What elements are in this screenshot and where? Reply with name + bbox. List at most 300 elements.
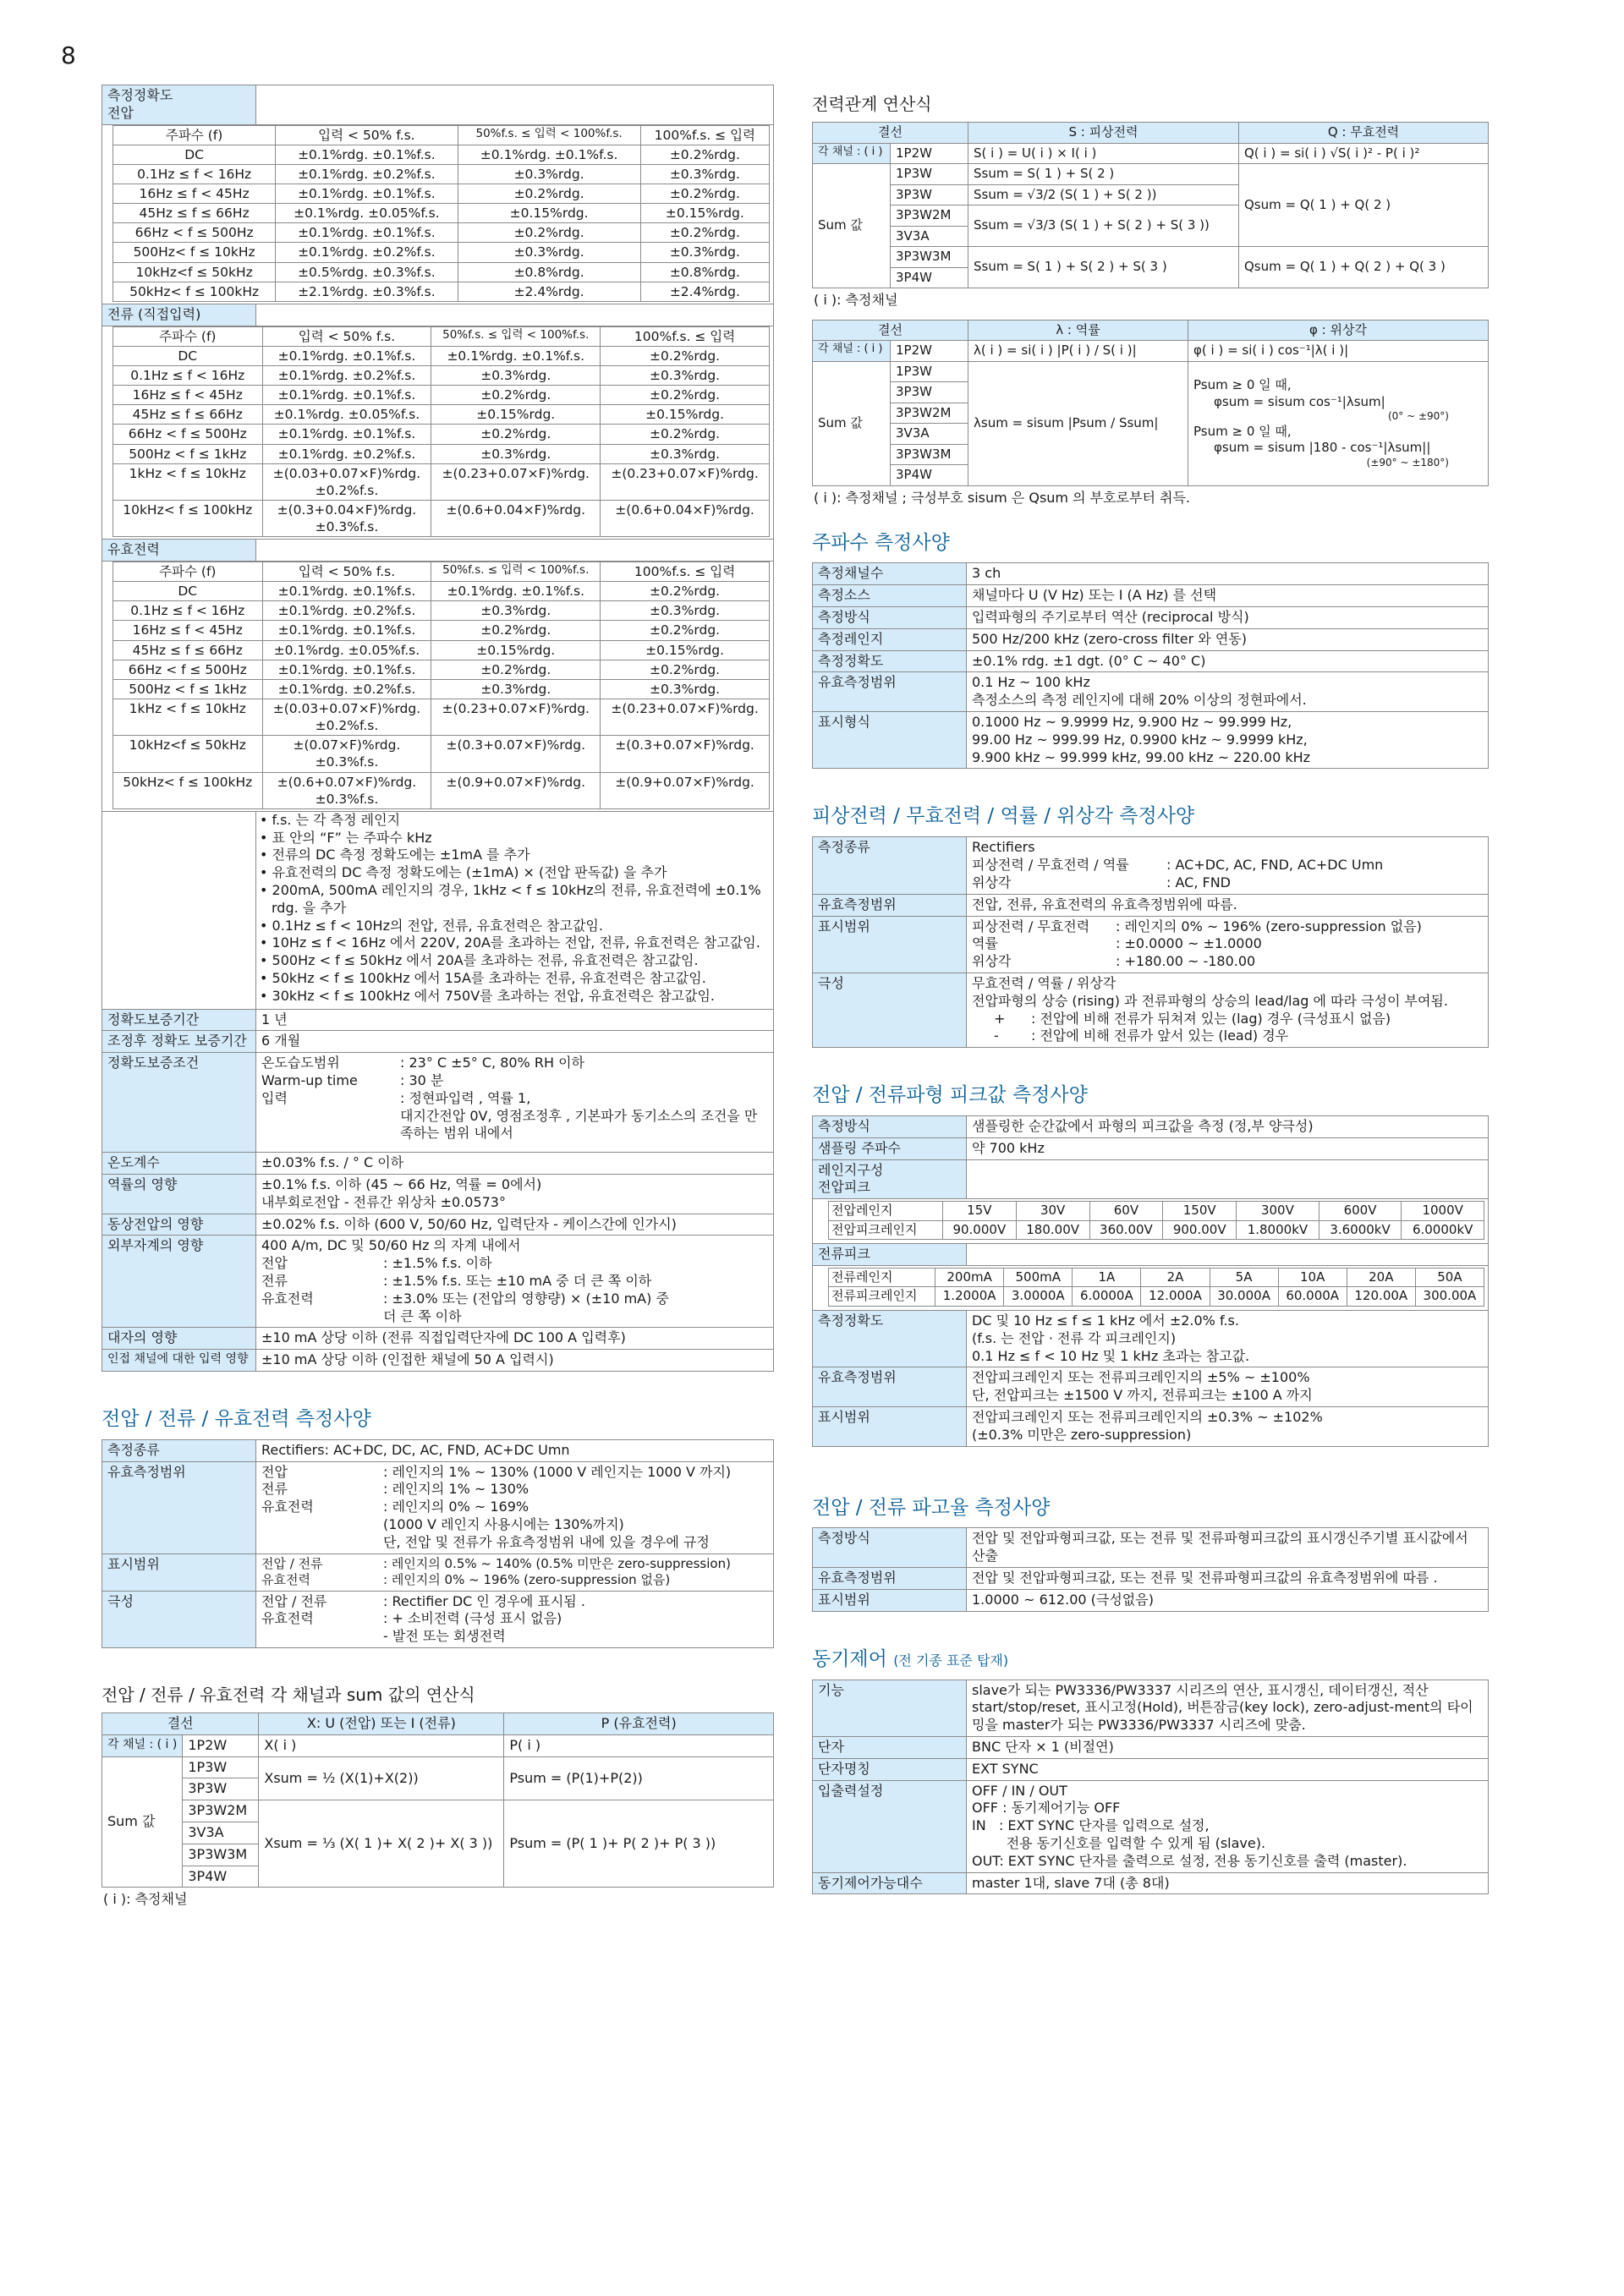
table-cell: ±(0.23+0.07×F)%rdg. xyxy=(601,463,770,500)
table-row xyxy=(829,1287,1484,1307)
peak-cell: 90.000V xyxy=(942,1220,1016,1240)
note-item: • 전류의 DC 측정 정확도에는 ±1mA 를 추가 xyxy=(260,847,770,864)
peak-i-label: 전류피크 xyxy=(813,1244,967,1266)
table-cell: ±0.3%rdg. xyxy=(601,601,770,621)
cond-value xyxy=(261,1055,768,1143)
lp-wire-1: 3P3W xyxy=(891,382,968,403)
table-cell: ±0.15%rdg. xyxy=(640,204,769,223)
note-item: • 10Hz ≤ f < 16Hz 에서 220V, 20A를 초과하는 전압, 전류, 유효전력은 참고값임. xyxy=(260,934,770,952)
table-cell: ±0.3%rdg. xyxy=(601,365,770,385)
table-cell: ±(0.3+0.07×F)%rdg. xyxy=(431,736,601,772)
table-cell: ±(0.6+0.07×F)%rdg. ±0.3%f.s. xyxy=(262,772,431,808)
kv-key: 피상전력 / 무효전력 xyxy=(972,918,1090,934)
peak-cell: 3.6000kV xyxy=(1319,1220,1402,1240)
pf-label: 역률의 영향 xyxy=(102,1174,256,1214)
table-row xyxy=(113,500,770,536)
table-row xyxy=(813,672,1489,712)
table-row xyxy=(113,772,770,808)
pc-wire-2: 3P3W2M xyxy=(891,205,968,227)
note-item: • 유효전력의 DC 측정 정확도에는 (±1mA) × (전압 판독값) 을 추가 xyxy=(260,864,770,882)
table-cell: ±0.3%rdg. xyxy=(640,243,769,262)
table-row xyxy=(113,601,770,621)
cm-label: 동상전압의 영향 xyxy=(102,1214,256,1236)
table-cell: 45Hz ≤ f ≤ 66Hz xyxy=(113,204,276,223)
table-cell: ±0.3%rdg. xyxy=(601,444,770,463)
lp-wire-4: 3P3W3M xyxy=(891,444,968,465)
spec-label: 유효측정범위 xyxy=(813,672,967,712)
lp-head-p: φ : 위상각 xyxy=(1188,320,1489,341)
note-item: • 200mA, 500mA 레인지의 경우, 1kHz < f ≤ 10kHz의 전류, 유효전력에 ±0.1% rdg. 을 추가 xyxy=(260,882,770,918)
table-row xyxy=(113,204,770,223)
table-cell: ±0.1%rdg. ±0.2%f.s. xyxy=(276,243,458,262)
lp-each-wire: 1P2W xyxy=(891,341,968,362)
self-label: 대자의 영향 xyxy=(102,1328,256,1350)
table-cell: ±0.5%rdg. ±0.3%f.s. xyxy=(276,262,458,282)
table-cell: 0.1Hz ≤ f < 16Hz xyxy=(113,601,263,621)
table-cell: ±0.1%rdg. ±0.1%f.s. xyxy=(276,223,458,243)
table-cell: ±0.2%rdg. xyxy=(431,621,601,640)
calc-sum-x-b: Xsum = ⅓ (X( 1 )+ X( 2 )+ X( 3 )) xyxy=(259,1800,504,1888)
table-cell: ±0.1%rdg. ±0.05%f.s. xyxy=(262,405,431,425)
sync-title: 동기제어 xyxy=(812,1647,887,1670)
table-cell: ±0.1%rdg. ±0.1%f.s. xyxy=(262,425,431,444)
peak-cell: 1000V xyxy=(1402,1202,1484,1221)
note-item: • 50kHz < f ≤ 100kHz 에서 15A를 초과하는 전류, 유효전력은 참고값임. xyxy=(260,970,770,988)
kv-key: 위상각 xyxy=(972,874,1012,890)
table-cell: ±(0.03+0.07×F)%rdg. ±0.2%f.s. xyxy=(262,463,431,500)
spec-label: 측정방식 xyxy=(813,607,967,629)
table-cell: DC xyxy=(113,145,276,164)
guarantee-label: 정확도보증기간 xyxy=(102,1009,256,1031)
spec-label: 측정채널수 xyxy=(813,563,967,585)
calc-each-p: P( i ) xyxy=(504,1734,774,1756)
lp-each-l: λ( i ) = si( i ) |P( i ) / S( i )| xyxy=(968,341,1188,362)
lambda-phi-table xyxy=(812,320,1489,486)
table-cell: ±0.2%rdg. xyxy=(640,184,769,204)
sync-io-label: 입출력설정 xyxy=(813,1780,967,1872)
peak-method-value: 샘플링한 순간값에서 파형의 피크값을 측정 (정,부 양극성) xyxy=(967,1116,1489,1138)
spec-label: 유효측정범위 xyxy=(813,1568,967,1590)
kv-key: 전압 xyxy=(261,1255,288,1272)
kv-key: 온도습도범위 xyxy=(261,1055,340,1071)
pc-s4: Ssum = S( 1 ) + S( 2 ) + S( 3 ) xyxy=(968,247,1239,288)
pc-wire-0: 1P3W xyxy=(891,164,968,185)
accuracy-notes xyxy=(260,812,770,1006)
peak-cell: 600V xyxy=(1319,1202,1402,1221)
kv-value: : +180.00 ~ -180.00 xyxy=(1116,953,1256,970)
lp-sum-p2: φsum = sisum cos⁻¹|λsum| xyxy=(1214,393,1385,409)
table-cell: ±0.2%rdg. xyxy=(601,621,770,640)
table-cell: ±0.2%rdg. xyxy=(431,386,601,405)
table-row xyxy=(813,712,1489,769)
table-cell: 10kHz< f ≤ 100kHz xyxy=(113,500,263,536)
kv-key: 유효전력 xyxy=(261,1290,314,1307)
table-cell: DC xyxy=(113,346,263,365)
kv-value: : AC, FND xyxy=(1166,874,1231,890)
table-cell: ±(0.03+0.07×F)%rdg. ±0.2%f.s. xyxy=(262,699,431,735)
peak-cell: 60V xyxy=(1089,1202,1163,1221)
peak-current-table xyxy=(828,1268,1484,1307)
table-row xyxy=(113,699,770,735)
peak-table xyxy=(812,1115,1489,1447)
calc-head-x: X: U (전압) 또는 I (전류) xyxy=(259,1713,504,1735)
spec-value: 0.1 Hz ~ 100 kHz 측정소스의 측정 레인지에 대해 20% 이상의 정현파에서. xyxy=(967,672,1489,712)
acc-header-cell: 주파수 (f) xyxy=(113,326,263,346)
peak-cell: 1.8000kV xyxy=(1237,1220,1320,1240)
table-row xyxy=(113,640,770,660)
peak-cell: 50A xyxy=(1415,1268,1484,1287)
table-cell: ±0.1%rdg. ±0.1%f.s. xyxy=(276,184,458,204)
table-cell: 10kHz<f ≤ 50kHz xyxy=(113,262,276,282)
table-cell: ±0.1%rdg. ±0.05%f.s. xyxy=(262,640,431,660)
kv-value: : 레인지의 0% ~ 169% (1000 V 레인지 사용시에는 130%까지) 단, 전압 및 전류가 유효측정범위 내에 있을 경우에 규정 xyxy=(383,1499,710,1550)
table-row xyxy=(113,184,770,204)
table-cell: ±0.2%rdg. xyxy=(431,660,601,679)
spec-label: 측정레인지 xyxy=(813,628,967,650)
table-cell: ±(0.23+0.07×F)%rdg. xyxy=(431,699,601,735)
guarantee-value: 1 년 xyxy=(256,1009,774,1031)
table-cell: 16Hz ≤ f < 45Hz xyxy=(113,184,276,204)
lp-head-wire: 결선 xyxy=(813,320,968,341)
acc-header-cell: 50%f.s. ≤ 입력 < 100%f.s. xyxy=(431,326,601,346)
calc-sum-wire-a1: 3P3W xyxy=(183,1778,259,1800)
kv-key: 유효전력 xyxy=(261,1499,314,1515)
kv-key: 위상각 xyxy=(972,953,1012,970)
pc-head-q: Q : 무효전력 xyxy=(1239,123,1489,144)
calc-sum-p-b: Psum = (P( 1 )+ P( 2 )+ P( 3 )) xyxy=(504,1800,774,1888)
table-row xyxy=(113,262,770,282)
pc-wire-4: 3P3W3M xyxy=(891,247,968,268)
peak-cell: 20A xyxy=(1347,1268,1415,1287)
kv-key: 유효전력 xyxy=(261,1572,310,1588)
calc-sum-x-a: Xsum = ½ (X(1)+X(2)) xyxy=(259,1756,504,1800)
cf-table xyxy=(812,1527,1489,1611)
table-cell: ±2.4%rdg. xyxy=(640,282,769,301)
table-cell: ±0.3%rdg. xyxy=(640,164,769,184)
table-row xyxy=(113,425,770,444)
pc-wire-3: 3V3A xyxy=(891,226,968,247)
pc-each-q: Q( i ) = si( i ) √S( i )² - P( i )² xyxy=(1239,143,1489,164)
kv-key: 입력 xyxy=(261,1089,288,1106)
peak-acc-label: 측정정확도 xyxy=(813,1310,967,1367)
sync-io-line: OFF : 동기제어기능 OFF xyxy=(972,1800,1121,1817)
sync-name-label: 단자명칭 xyxy=(813,1758,967,1780)
lp-wire-3: 3V3A xyxy=(891,424,968,445)
kv-key: 역률 xyxy=(972,935,998,952)
acc-header-cell: 100%f.s. ≤ 입력 xyxy=(601,562,770,582)
table-cell: ±(0.3+0.07×F)%rdg. xyxy=(601,736,770,772)
kv-value: : 정현파입력 , 역률 1, 대지간전압 0V, 영점조정후 , 기본파가 동기소스의 조건을 만족하는 범위 내에서 xyxy=(400,1089,758,1142)
table-cell: ±0.1%rdg. ±0.1%f.s. xyxy=(431,582,601,601)
table-cell: 0.1Hz ≤ f < 16Hz xyxy=(113,164,276,184)
kv-value: : 레인지의 0.5% ~ 140% (0.5% 미만은 zero-suppression) xyxy=(383,1555,731,1571)
table-cell: ±0.15%rdg. xyxy=(458,204,640,223)
lp-sum-p5: φsum = sisum |180 - cos⁻¹|λsum|| xyxy=(1214,440,1431,456)
spec-label: 표시형식 xyxy=(813,712,967,769)
calc-sum-p-a: Psum = (P(1)+P(2)) xyxy=(504,1756,774,1800)
table-row xyxy=(113,243,770,262)
temp-label: 온도계수 xyxy=(102,1153,256,1175)
acc-header-cell: 입력 < 50% f.s. xyxy=(262,326,431,346)
vcp-title: 전압 / 전류 / 유효전력 측정사양 xyxy=(102,1407,371,1430)
table-cell: ±0.8%rdg. xyxy=(640,262,769,282)
table-cell: ±(0.23+0.07×F)%rdg. xyxy=(431,463,601,500)
peak-range-label: 레인지구성 전압피크 xyxy=(813,1159,967,1199)
sync-table xyxy=(812,1680,1489,1895)
self-value: ±10 mA 상당 이하 (전류 직접입력단자에 DC 100 A 입력후) xyxy=(256,1328,774,1350)
peak-cell: 300V xyxy=(1237,1202,1320,1221)
table-row xyxy=(813,650,1489,672)
spec-label: 표시범위 xyxy=(813,1589,967,1611)
accuracy-voltage-label: 측정정확도 전압 xyxy=(102,85,256,125)
peak-cell: 360.00V xyxy=(1089,1220,1163,1240)
app-range-value: 전압, 전류, 유효전력의 유효측정범위에 따름. xyxy=(967,894,1489,916)
table-cell: ±0.3%rdg. xyxy=(431,679,601,699)
calc-each-label: 각 채널 : ( i ) xyxy=(102,1734,183,1756)
table-cell: ±0.1%rdg. ±0.1%f.s. xyxy=(458,145,640,164)
table-cell: ±0.2%rdg. xyxy=(458,223,640,243)
lp-sum-l: λsum = sisum |Psum / Ssum| xyxy=(968,361,1188,485)
table-row xyxy=(113,444,770,463)
table-row xyxy=(113,660,770,679)
vcp-type-label: 측정종류 xyxy=(102,1439,256,1461)
sync-io-line: OUT: EXT SYNC 단자를 출력으로 설정, 전용 동기신호를 출력 (master). xyxy=(972,1852,1407,1869)
table-cell: 50kHz< f ≤ 100kHz xyxy=(113,282,276,301)
calc-table xyxy=(102,1712,774,1888)
calc-sum-wire-b2: 3P3W3M xyxy=(183,1844,259,1866)
table-cell: ±0.15%rdg. xyxy=(601,640,770,660)
peak-cell: 900.00V xyxy=(1163,1220,1237,1240)
peak-cell: 2A xyxy=(1141,1268,1210,1287)
calc-sum-wire-a0: 1P3W xyxy=(183,1756,259,1778)
calc-head-wire: 결선 xyxy=(102,1713,259,1735)
freq-title: 주파수 측정사양 xyxy=(812,531,950,554)
sync-io-line: IN : EXT SYNC 단자를 입력으로 설정, xyxy=(972,1817,1210,1834)
peak-title: 전압 / 전류파형 피크값 측정사양 xyxy=(812,1084,1088,1107)
table-cell: 66Hz < f ≤ 500Hz xyxy=(113,223,276,243)
spec-value: ±0.1% rdg. ±1 dgt. (0° C ~ 40° C) xyxy=(967,650,1489,672)
table-cell: 0.1Hz ≤ f < 16Hz xyxy=(113,365,263,385)
kv-key: - xyxy=(994,1027,999,1044)
table-cell: ±0.1%rdg. ±0.1%f.s. xyxy=(262,660,431,679)
vcp-disp-value xyxy=(261,1556,768,1589)
kv-value: : 레인지의 0% ~ 196% (zero-suppression 없음) xyxy=(1116,918,1422,934)
lp-head-l: λ : 역률 xyxy=(968,320,1188,341)
app-type-label: 측정종류 xyxy=(813,837,967,894)
vcp-table xyxy=(102,1439,774,1648)
table-cell: 45Hz ≤ f ≤ 66Hz xyxy=(113,640,263,660)
table-cell: 10kHz<f ≤ 50kHz xyxy=(113,736,263,772)
lp-wire-5: 3P4W xyxy=(891,465,968,486)
table-cell: DC xyxy=(113,582,263,601)
table-row xyxy=(813,563,1489,585)
power-accuracy-subtable xyxy=(112,562,770,809)
adj-label: 조정후 정확도 보증기간 xyxy=(102,1031,256,1053)
adjch-value: ±10 mA 상당 이하 (인접한 채널에 50 A 입력시) xyxy=(256,1350,774,1372)
spec-value: 3 ch xyxy=(967,563,1489,585)
peak-cell: 30V xyxy=(1016,1202,1089,1221)
spec-value: 전압 및 전압파형피크값, 또는 전류 및 전류파형피크값의 표시갱신주기별 표시값에서 산출 xyxy=(967,1528,1489,1568)
kv-value: : 전압에 비해 전류가 뒤쳐져 있는 (lag) 경우 (극성표시 없음) xyxy=(1031,1010,1391,1027)
acc-header-cell: 50%f.s. ≤ 입력 < 100%f.s. xyxy=(458,125,640,145)
table-cell: ±0.15%rdg. xyxy=(601,405,770,425)
pc-head-s: S : 피상전력 xyxy=(968,123,1239,144)
kv-value: : ±1.5% f.s. 이하 xyxy=(383,1255,492,1272)
temp-value: ±0.03% f.s. / ° C 이하 xyxy=(256,1153,774,1175)
kv-key: 유효전력 xyxy=(261,1610,314,1627)
acc-header-cell: 주파수 (f) xyxy=(113,125,276,145)
table-cell: ±0.2%rdg. xyxy=(458,184,640,204)
app-pol-line0: 무효전력 / 역률 / 위상각 xyxy=(972,974,1116,991)
peak-cell: 3.0000A xyxy=(1004,1287,1073,1307)
table-cell: 500Hz < f ≤ 1kHz xyxy=(113,679,263,699)
kv-value: : ±0.0000 ~ ±1.0000 xyxy=(1116,935,1262,952)
sync-io-line: 전용 동기신호를 입력할 수 있게 됨 (slave). xyxy=(972,1834,1266,1851)
vcp-pol-label: 극성 xyxy=(102,1591,256,1647)
sync-term-value: BNC 단자 × 1 (비절연) xyxy=(967,1736,1489,1758)
table-row xyxy=(829,1202,1484,1221)
table-cell: ±0.3%rdg. xyxy=(601,679,770,699)
lp-note: ( i ): 측정채널 ; 극성부호 sisum 은 Qsum 의 부호로부터 취득. xyxy=(814,489,1190,506)
app-pol-rows xyxy=(972,1011,1483,1046)
table-cell: ±(0.23+0.07×F)%rdg. xyxy=(601,699,770,735)
peak-cell: 전류피크레인지 xyxy=(829,1287,935,1307)
kv-value: : 전압에 비해 전류가 앞서 있는 (lead) 경우 xyxy=(1031,1027,1289,1044)
accuracy-table xyxy=(102,85,774,1372)
app-table xyxy=(812,836,1489,1048)
sync-title-wrap xyxy=(812,1647,1489,1673)
table-cell: ±0.2%rdg. xyxy=(601,386,770,405)
pc-q2: Qsum = Q( 1 ) + Q( 2 ) + Q( 3 ) xyxy=(1239,247,1489,288)
table-cell: ±0.1%rdg. ±0.1%f.s. xyxy=(431,346,601,365)
table-cell: ±0.2%rdg. xyxy=(431,425,601,444)
cf-title: 전압 / 전류 파고율 측정사양 xyxy=(812,1496,1051,1519)
spec-label: 측정소스 xyxy=(813,585,967,607)
table-row xyxy=(113,145,770,164)
table-cell: ±2.1%rdg. ±0.3%f.s. xyxy=(276,282,458,301)
table-cell: ±(0.9+0.07×F)%rdg. xyxy=(431,772,601,808)
peak-cell: 30.000A xyxy=(1210,1287,1278,1307)
freq-table xyxy=(812,562,1489,769)
sync-term-label: 단자 xyxy=(813,1736,967,1758)
peak-disp-value: 전압피크레인지 또는 전류피크레인지의 ±0.3% ~ ±102% (±0.3% 미만은 zero-suppression) xyxy=(967,1406,1489,1446)
peak-cell: 1A xyxy=(1073,1268,1141,1287)
calc-head-p: P (유효전력) xyxy=(504,1713,774,1735)
peak-cell: 180.00V xyxy=(1016,1220,1089,1240)
acc-header-cell: 100%f.s. ≤ 입력 xyxy=(640,125,769,145)
table-cell: ±(0.3+0.04×F)%rdg. ±0.3%f.s. xyxy=(262,500,431,536)
table-cell: ±(0.6+0.04×F)%rdg. xyxy=(431,500,601,536)
peak-cell: 전압레인지 xyxy=(829,1202,943,1221)
peak-cell: 150V xyxy=(1163,1202,1237,1221)
vcp-disp-label: 표시범위 xyxy=(102,1553,256,1591)
table-cell: ±2.4%rdg. xyxy=(458,282,640,301)
pc-q1: Qsum = Q( 1 ) + Q( 2 ) xyxy=(1239,164,1489,247)
pc-note: ( i ): 측정채널 xyxy=(814,292,898,308)
voltage-accuracy-subtable xyxy=(112,125,770,302)
pc-each-wire: 1P2W xyxy=(891,143,968,164)
pc-each-label: 각 채널 : ( i ) xyxy=(813,143,891,164)
peak-method-label: 측정방식 xyxy=(813,1116,967,1138)
pc-sum-label: Sum 값 xyxy=(813,164,891,288)
current-label: 전류 (직접입력) xyxy=(102,304,256,326)
peak-eff-label: 유효측정범위 xyxy=(813,1367,967,1407)
pc-wire-5: 3P4W xyxy=(891,267,968,288)
table-cell: 50kHz< f ≤ 100kHz xyxy=(113,772,263,808)
kv-key: 피상전력 / 무효전력 / 역률 xyxy=(972,857,1129,874)
kv-value: : + 소비전력 (극성 표시 없음) - 발전 또는 회생전력 xyxy=(383,1610,562,1645)
table-cell: ±(0.9+0.07×F)%rdg. xyxy=(601,772,770,808)
table-cell: ±0.1%rdg. ±0.2%f.s. xyxy=(262,679,431,699)
peak-cell: 6.0000A xyxy=(1073,1287,1141,1307)
pc-head-wire: 결선 xyxy=(813,123,968,144)
acc-header-cell: 입력 < 50% f.s. xyxy=(262,562,431,582)
note-item: • 표 안의 “F” 는 주파수 kHz xyxy=(260,830,770,847)
spec-value: 전압 및 전압파형피크값, 또는 전류 및 전류파형피크값의 유효측정범위에 따름 . xyxy=(967,1568,1489,1590)
app-title: 피상전력 / 무효전력 / 역률 / 위상각 측정사양 xyxy=(812,805,1195,828)
calc-note: ( i ): 측정채널 xyxy=(103,1891,188,1908)
table-row xyxy=(113,463,770,500)
kv-value: : ±3.0% 또는 (전압의 영향량) × (±10 mA) 중 더 큰 쪽 이하 xyxy=(383,1290,669,1324)
app-pol-label: 극성 xyxy=(813,973,967,1047)
table-cell: 500Hz < f ≤ 1kHz xyxy=(113,444,263,463)
kv-key: 전류 xyxy=(261,1481,288,1498)
spec-value: 입력파형의 주기로부터 역산 (reciprocal 방식) xyxy=(967,607,1489,629)
table-cell: ±0.2%rdg. xyxy=(601,582,770,601)
kv-value: : 30 분 xyxy=(400,1071,444,1088)
kv-key: + xyxy=(994,1010,1006,1027)
table-cell: 1kHz < f ≤ 10kHz xyxy=(113,699,263,735)
lp-sum-p1: Psum ≥ 0 일 때, xyxy=(1193,377,1292,393)
current-accuracy-subtable xyxy=(112,326,770,538)
pc-s1: Ssum = S( 1 ) + S( 2 ) xyxy=(968,164,1239,185)
calc-each-x: X( i ) xyxy=(259,1734,504,1756)
table-cell: ±0.1%rdg. ±0.1%f.s. xyxy=(276,145,458,164)
table-cell: ±(0.6+0.04×F)%rdg. xyxy=(601,500,770,536)
kv-value: : 레인지의 0% ~ 196% (zero-suppression 없음) xyxy=(383,1572,671,1588)
adj-value: 6 개월 xyxy=(256,1031,774,1053)
table-cell: ±0.15%rdg. xyxy=(431,640,601,660)
adjch-label: 인접 채널에 대한 입력 영향 xyxy=(102,1350,256,1372)
table-row xyxy=(113,736,770,772)
acc-header-cell: 주파수 (f) xyxy=(113,562,263,582)
pc-s2: Ssum = √3/2 (S( 1 ) + S( 2 )) xyxy=(968,184,1239,205)
table-cell: ±0.1%rdg. ±0.2%f.s. xyxy=(276,164,458,184)
table-cell: ±0.2%rdg. xyxy=(601,425,770,444)
peak-cell: 5A xyxy=(1210,1268,1278,1287)
right-column xyxy=(812,85,1489,1894)
table-cell: ±0.1%rdg. ±0.05%f.s. xyxy=(276,204,458,223)
power-calc-title: 전력관계 연산식 xyxy=(812,94,932,114)
kv-value: : 23° C ±5° C, 80% RH 이하 xyxy=(400,1055,584,1071)
vcp-range-label: 유효측정범위 xyxy=(102,1461,256,1553)
sync-func-value: slave가 되는 PW3336/PW3337 시리즈의 연산, 표시갱신, 데이터갱신, 적산 start/stop/reset, 표시고정(Hold), 버튼잠금(key lock), zero-adjust-ment의 타이밍을 master가 되는 PW3336/PW3337 시리즈에 맞춤. xyxy=(967,1680,1489,1736)
sync-cnt-label: 동기제어가능대수 xyxy=(813,1872,967,1894)
table-cell: ±0.15%rdg. xyxy=(431,405,601,425)
lp-sum-p3: (0° ~ ±90°) xyxy=(1387,410,1449,423)
table-cell: ±0.1%rdg. ±0.2%f.s. xyxy=(262,601,431,621)
table-row xyxy=(113,582,770,601)
peak-eff-value: 전압피크레인지 또는 전류피크레인지의 ±5% ~ ±100% 단, 전압피크는 ±1500 V 까지, 전류피크는 ±100 A 까지 xyxy=(967,1367,1489,1407)
sync-io-line: OFF / IN / OUT xyxy=(972,1782,1067,1799)
kv-value: : ±1.5% f.s. 또는 ±10 mA 중 더 큰 쪽 이하 xyxy=(383,1272,652,1289)
table-row xyxy=(813,585,1489,607)
table-row xyxy=(113,405,770,425)
table-cell: ±0.2%rdg. xyxy=(601,660,770,679)
peak-cell: 15V xyxy=(942,1202,1016,1221)
pf-value: ±0.1% f.s. 이하 (45 ~ 66 Hz, 역률 = 0에서) 내부회로전압 - 전류간 위상차 ±0.0573° xyxy=(256,1174,774,1214)
peak-cell: 전류레인지 xyxy=(829,1268,935,1287)
